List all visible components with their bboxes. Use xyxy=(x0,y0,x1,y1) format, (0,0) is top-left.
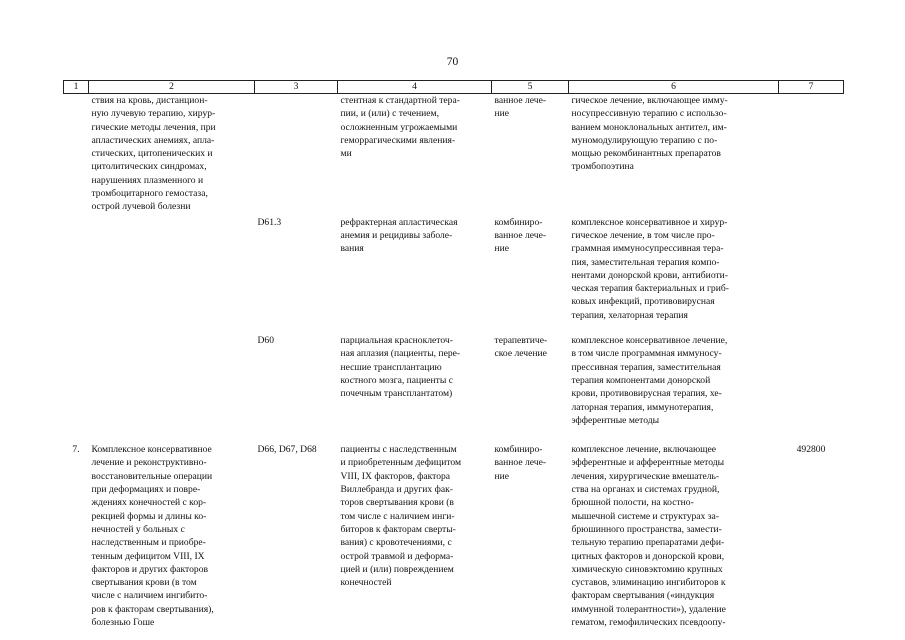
page-number: 70 xyxy=(446,56,459,68)
column-header: 7 xyxy=(779,81,844,94)
cost-cell xyxy=(779,214,844,322)
patient-model-cell: пациенты с наследственным и приобретенным дефицитом VIII, IX факторов, фактора Виллебранда и других фак- торов свертывания крови (в том числе с наличием инги- биторов к факторам сверты- вания) с кровотечениями, с острой травмой и деформа- цией и (или) повреждением конечностей xyxy=(340,444,462,589)
column-header: 2 xyxy=(89,81,255,94)
treatment-method-cell: комплексное лечение, включающее эфферентные и афферентные методы лечения, хирургические вмешатель- ства на органах и системах грудной, брюшной полости, на костно- мышечной системе и структурах за- брюшинного пространства, замести- тельную терапию препаратами дефи- цитных факторов и донорской крови, химическую синовэктомию крупных суставов, элиминацию ингибиторов к факторам свертывания («индукция иммунной толерантности»), удаление гематом, гемофилических псевдоопу- xyxy=(571,444,726,628)
care-group-cell xyxy=(89,214,255,322)
treatment-method-cell: гическое лечение, включающее имму- носупрессивную терапию с использо- ванием моноклональных антител, им- муномодулирующую терапию с по- мощью рекомбинантных препаратов тромбопоэтина xyxy=(571,95,728,173)
icd-code-cell xyxy=(255,94,338,214)
treatment-type-cell: комбиниро- ванное лече- ние xyxy=(494,216,547,255)
column-header: 3 xyxy=(255,81,338,94)
row-number xyxy=(64,94,89,214)
icd-code-cell: D61.3 xyxy=(257,216,282,228)
cost-cell xyxy=(779,322,844,427)
column-header: 1 xyxy=(64,81,89,94)
table-row xyxy=(64,214,844,322)
column-header: 5 xyxy=(492,81,569,94)
column-header: 6 xyxy=(569,81,779,94)
icd-code-cell: D60 xyxy=(257,335,275,347)
care-group-cell: ствия на кровь, дистанцион- ную лучевую терапию, хирур- гические методы лечения, при апластических анемиях, апла- стических, цитопенических и цитолитических синдромах, нарушениях плазменного и тромбоцитарного гемостаза, острой лучевой болезни xyxy=(91,95,216,213)
row-number xyxy=(64,322,89,427)
row-number xyxy=(64,214,89,322)
treatment-type-cell: терапевтиче- ское лечение xyxy=(494,335,548,360)
table-row xyxy=(64,94,844,214)
patient-model-cell: стентная к стандартной тера- пии, и (или) с течением, осложненным угрожаемыми геморрагическими явления- ми xyxy=(340,95,460,160)
care-group-cell xyxy=(89,322,255,427)
cost-cell xyxy=(779,94,844,214)
patient-model-cell: парциальная красноклеточ- ная аплазия (пациенты, пере- несшие трансплантацию костного мозга, пациенты с почечным трансплантатом) xyxy=(340,335,461,400)
treatment-type-cell: комбиниро- ванное лече- ние xyxy=(494,444,547,482)
medical-care-table xyxy=(63,80,844,629)
row-number: 7. xyxy=(72,444,80,456)
table-row xyxy=(64,322,844,427)
treatment-method-cell: комплексное консервативное и хирур- гическое лечение, в том числе про- граммная иммуносупрессивная тера- пия, заместительная терапия компо- нентами донорской крови, антибиоти- ческая терапия бактериальных и гриб- ковых инфекций, противовирусная терапия, хелаторная терапия xyxy=(571,216,729,321)
treatment-type-cell: ванное лече- ние xyxy=(494,95,547,120)
cost-cell: 492800 xyxy=(796,444,826,456)
patient-model-cell: рефрактерная апластическая анемия и рецидивы заболе- вания xyxy=(340,216,458,255)
column-header: 4 xyxy=(338,81,492,94)
icd-code-cell: D66, D67, D68 xyxy=(257,444,317,456)
care-group-cell: Комплексное консервативное лечение и реконструктивно- восстановительные операции при деформациях и повре- ждениях конечностей с кор- рекцией формы и длины ко- нечностей у больных с наследственным и приобре- тенным дефицитом VIII, IX факторов и других факторов свертывания крови (в том числе с наличием ингибито- ров к факторам свертывания), болезнью Гоше xyxy=(91,444,214,628)
column-number-row xyxy=(64,81,844,94)
treatment-method-cell: комплексное консервативное лечение, в том числе программная иммуносу- прессивная терапия, заместительная терапия компонентами донорской крови, противовирусная терапия, хе- латорная терапия, иммунотерапия, эфферентные методы xyxy=(571,335,728,426)
table-row xyxy=(64,427,844,629)
